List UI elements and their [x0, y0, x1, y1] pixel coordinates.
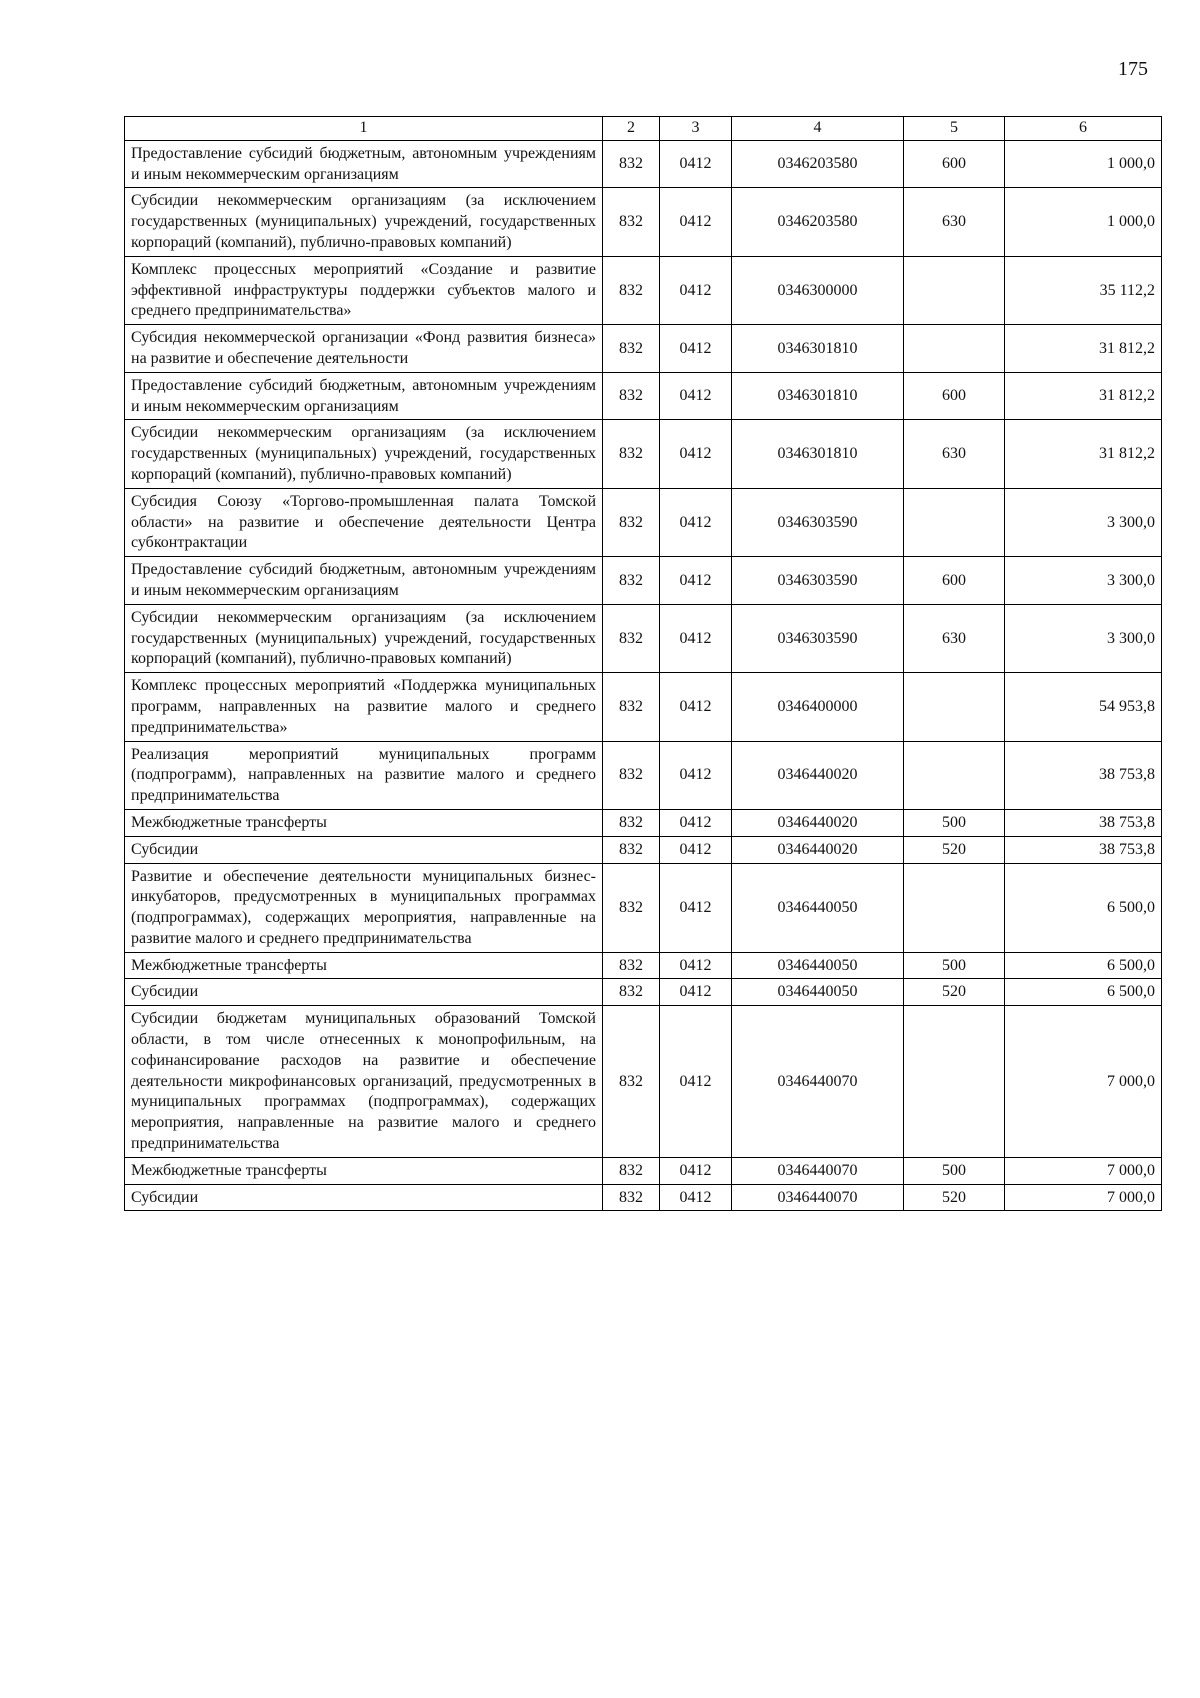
header-col-4: 4 — [732, 117, 904, 141]
cell-expense-type — [904, 1006, 1005, 1158]
cell-section-code: 0412 — [660, 979, 732, 1006]
cell-name: Субсидия Союзу «Торгово-промышленная палата Томской области» на развитие и обеспечение деятельности Центра субконтрактации — [125, 488, 603, 556]
table-row — [125, 741, 1162, 809]
table-row — [125, 256, 1162, 324]
cell-section-code: 0412 — [660, 325, 732, 373]
cell-amount: 1 000,0 — [1005, 188, 1162, 256]
cell-name: Реализация мероприятий муниципальных программ (подпрограмм), направленных на развитие малого и среднего предпринимательства — [125, 741, 603, 809]
cell-target-article: 0346300000 — [732, 256, 904, 324]
cell-amount: 3 300,0 — [1005, 557, 1162, 605]
cell-name: Предоставление субсидий бюджетным, автономным учреждениям и иным некоммерческим организациям — [125, 372, 603, 420]
cell-gr-code: 832 — [603, 372, 660, 420]
cell-section-code: 0412 — [660, 1184, 732, 1211]
cell-expense-type: 500 — [904, 1157, 1005, 1184]
cell-gr-code: 832 — [603, 256, 660, 324]
cell-expense-type — [904, 673, 1005, 741]
cell-amount: 38 753,8 — [1005, 741, 1162, 809]
cell-name: Предоставление субсидий бюджетным, автономным учреждениям и иным некоммерческим организациям — [125, 557, 603, 605]
cell-gr-code: 832 — [603, 1157, 660, 1184]
cell-amount: 31 812,2 — [1005, 372, 1162, 420]
table-row — [125, 325, 1162, 373]
cell-target-article: 0346440050 — [732, 863, 904, 952]
table-row — [125, 140, 1162, 188]
cell-section-code: 0412 — [660, 741, 732, 809]
cell-name: Развитие и обеспечение деятельности муниципальных бизнес-инкубаторов, предусмотренных в муниципальных программах (подпрограммах), содержащих мероприятия, направленные на развитие малого и среднего предпринимательства — [125, 863, 603, 952]
cell-expense-type — [904, 325, 1005, 373]
cell-amount: 7 000,0 — [1005, 1157, 1162, 1184]
header-row — [125, 117, 1162, 141]
cell-amount: 7 000,0 — [1005, 1006, 1162, 1158]
table-row — [125, 809, 1162, 836]
table-row — [125, 1184, 1162, 1211]
cell-target-article: 0346301810 — [732, 372, 904, 420]
table-row — [125, 1157, 1162, 1184]
table-row — [125, 952, 1162, 979]
table-row — [125, 1006, 1162, 1158]
cell-name: Субсидии некоммерческим организациям (за исключением государственных (муниципальных) учреждений, государственных корпораций (компаний), публично-правовых компаний) — [125, 420, 603, 488]
cell-gr-code: 832 — [603, 557, 660, 605]
cell-amount: 6 500,0 — [1005, 979, 1162, 1006]
table-row — [125, 673, 1162, 741]
cell-section-code: 0412 — [660, 1006, 732, 1158]
cell-gr-code: 832 — [603, 604, 660, 672]
cell-target-article: 0346303590 — [732, 557, 904, 605]
cell-amount: 3 300,0 — [1005, 604, 1162, 672]
cell-gr-code: 832 — [603, 188, 660, 256]
cell-section-code: 0412 — [660, 604, 732, 672]
cell-section-code: 0412 — [660, 488, 732, 556]
cell-amount: 35 112,2 — [1005, 256, 1162, 324]
cell-gr-code: 832 — [603, 952, 660, 979]
cell-amount: 1 000,0 — [1005, 140, 1162, 188]
cell-gr-code: 832 — [603, 1006, 660, 1158]
table-row — [125, 488, 1162, 556]
cell-gr-code: 832 — [603, 809, 660, 836]
cell-section-code: 0412 — [660, 256, 732, 324]
header-col-2: 2 — [603, 117, 660, 141]
cell-target-article: 0346203580 — [732, 188, 904, 256]
cell-name: Субсидия некоммерческой организации «Фонд развития бизнеса» на развитие и обеспечение деятельности — [125, 325, 603, 373]
cell-name: Субсидии бюджетам муниципальных образований Томской области, в том числе отнесенных к монопрофильным, на софинансирование расходов на развитие и обеспечение деятельности микрофинансовых организаций, предусмотренных в муниципальных программах (подпрограммах), содержащих мероприятия, направленные на развитие малого и среднего предпринимательства — [125, 1006, 603, 1158]
table-header — [125, 117, 1162, 141]
cell-name: Субсидии некоммерческим организациям (за исключением государственных (муниципальных) учреждений, государственных корпораций (компаний), публично-правовых компаний) — [125, 188, 603, 256]
cell-expense-type: 520 — [904, 1184, 1005, 1211]
cell-target-article: 0346440020 — [732, 836, 904, 863]
table-row — [125, 372, 1162, 420]
cell-expense-type — [904, 488, 1005, 556]
table-row — [125, 604, 1162, 672]
cell-gr-code: 832 — [603, 836, 660, 863]
cell-target-article: 0346303590 — [732, 488, 904, 556]
table-row — [125, 979, 1162, 1006]
header-col-3: 3 — [660, 117, 732, 141]
cell-amount: 7 000,0 — [1005, 1184, 1162, 1211]
header-col-6: 6 — [1005, 117, 1162, 141]
cell-amount: 31 812,2 — [1005, 325, 1162, 373]
cell-target-article: 0346400000 — [732, 673, 904, 741]
cell-expense-type: 600 — [904, 372, 1005, 420]
cell-target-article: 0346301810 — [732, 420, 904, 488]
cell-section-code: 0412 — [660, 836, 732, 863]
cell-amount: 3 300,0 — [1005, 488, 1162, 556]
cell-section-code: 0412 — [660, 863, 732, 952]
cell-section-code: 0412 — [660, 420, 732, 488]
cell-amount: 31 812,2 — [1005, 420, 1162, 488]
cell-amount: 6 500,0 — [1005, 952, 1162, 979]
cell-name: Субсидии — [125, 979, 603, 1006]
cell-expense-type — [904, 741, 1005, 809]
cell-expense-type: 520 — [904, 836, 1005, 863]
cell-expense-type — [904, 863, 1005, 952]
table-row — [125, 863, 1162, 952]
table-row — [125, 557, 1162, 605]
cell-section-code: 0412 — [660, 673, 732, 741]
cell-amount: 6 500,0 — [1005, 863, 1162, 952]
cell-target-article: 0346440070 — [732, 1157, 904, 1184]
cell-expense-type: 630 — [904, 604, 1005, 672]
cell-expense-type: 500 — [904, 809, 1005, 836]
cell-section-code: 0412 — [660, 140, 732, 188]
cell-amount: 38 753,8 — [1005, 836, 1162, 863]
cell-section-code: 0412 — [660, 952, 732, 979]
cell-name: Предоставление субсидий бюджетным, автономным учреждениям и иным некоммерческим организациям — [125, 140, 603, 188]
cell-expense-type — [904, 256, 1005, 324]
cell-expense-type: 630 — [904, 188, 1005, 256]
cell-expense-type: 600 — [904, 557, 1005, 605]
cell-target-article: 0346440050 — [732, 979, 904, 1006]
cell-section-code: 0412 — [660, 372, 732, 420]
cell-target-article: 0346440020 — [732, 809, 904, 836]
table-body — [125, 140, 1162, 1211]
cell-expense-type: 630 — [904, 420, 1005, 488]
header-col-5: 5 — [904, 117, 1005, 141]
cell-target-article: 0346440070 — [732, 1184, 904, 1211]
cell-amount: 54 953,8 — [1005, 673, 1162, 741]
cell-gr-code: 832 — [603, 1184, 660, 1211]
cell-amount: 38 753,8 — [1005, 809, 1162, 836]
cell-name: Межбюджетные трансферты — [125, 952, 603, 979]
cell-gr-code: 832 — [603, 420, 660, 488]
cell-name: Субсидии — [125, 1184, 603, 1211]
cell-gr-code: 832 — [603, 325, 660, 373]
cell-target-article: 0346301810 — [732, 325, 904, 373]
cell-name: Межбюджетные трансферты — [125, 1157, 603, 1184]
cell-name: Комплекс процессных мероприятий «Поддержка муниципальных программ, направленных на развитие малого и среднего предпринимательства» — [125, 673, 603, 741]
cell-gr-code: 832 — [603, 979, 660, 1006]
cell-expense-type: 600 — [904, 140, 1005, 188]
table-row — [125, 188, 1162, 256]
cell-name: Субсидии — [125, 836, 603, 863]
cell-section-code: 0412 — [660, 188, 732, 256]
cell-name: Межбюджетные трансферты — [125, 809, 603, 836]
cell-section-code: 0412 — [660, 557, 732, 605]
cell-target-article: 0346303590 — [732, 604, 904, 672]
cell-target-article: 0346440020 — [732, 741, 904, 809]
budget-table — [124, 116, 1162, 1211]
cell-name: Комплекс процессных мероприятий «Создание и развитие эффективной инфраструктуры поддержки субъектов малого и среднего предпринимательства» — [125, 256, 603, 324]
table-row — [125, 420, 1162, 488]
cell-section-code: 0412 — [660, 809, 732, 836]
cell-target-article: 0346203580 — [732, 140, 904, 188]
cell-gr-code: 832 — [603, 488, 660, 556]
cell-gr-code: 832 — [603, 741, 660, 809]
cell-gr-code: 832 — [603, 140, 660, 188]
cell-name: Субсидии некоммерческим организациям (за исключением государственных (муниципальных) учреждений, государственных корпораций (компаний), публично-правовых компаний) — [125, 604, 603, 672]
table-row — [125, 836, 1162, 863]
cell-expense-type: 520 — [904, 979, 1005, 1006]
header-col-1: 1 — [125, 117, 603, 141]
cell-gr-code: 832 — [603, 673, 660, 741]
cell-target-article: 0346440050 — [732, 952, 904, 979]
cell-expense-type: 500 — [904, 952, 1005, 979]
page-number: 175 — [1118, 58, 1148, 80]
cell-target-article: 0346440070 — [732, 1006, 904, 1158]
cell-gr-code: 832 — [603, 863, 660, 952]
cell-section-code: 0412 — [660, 1157, 732, 1184]
